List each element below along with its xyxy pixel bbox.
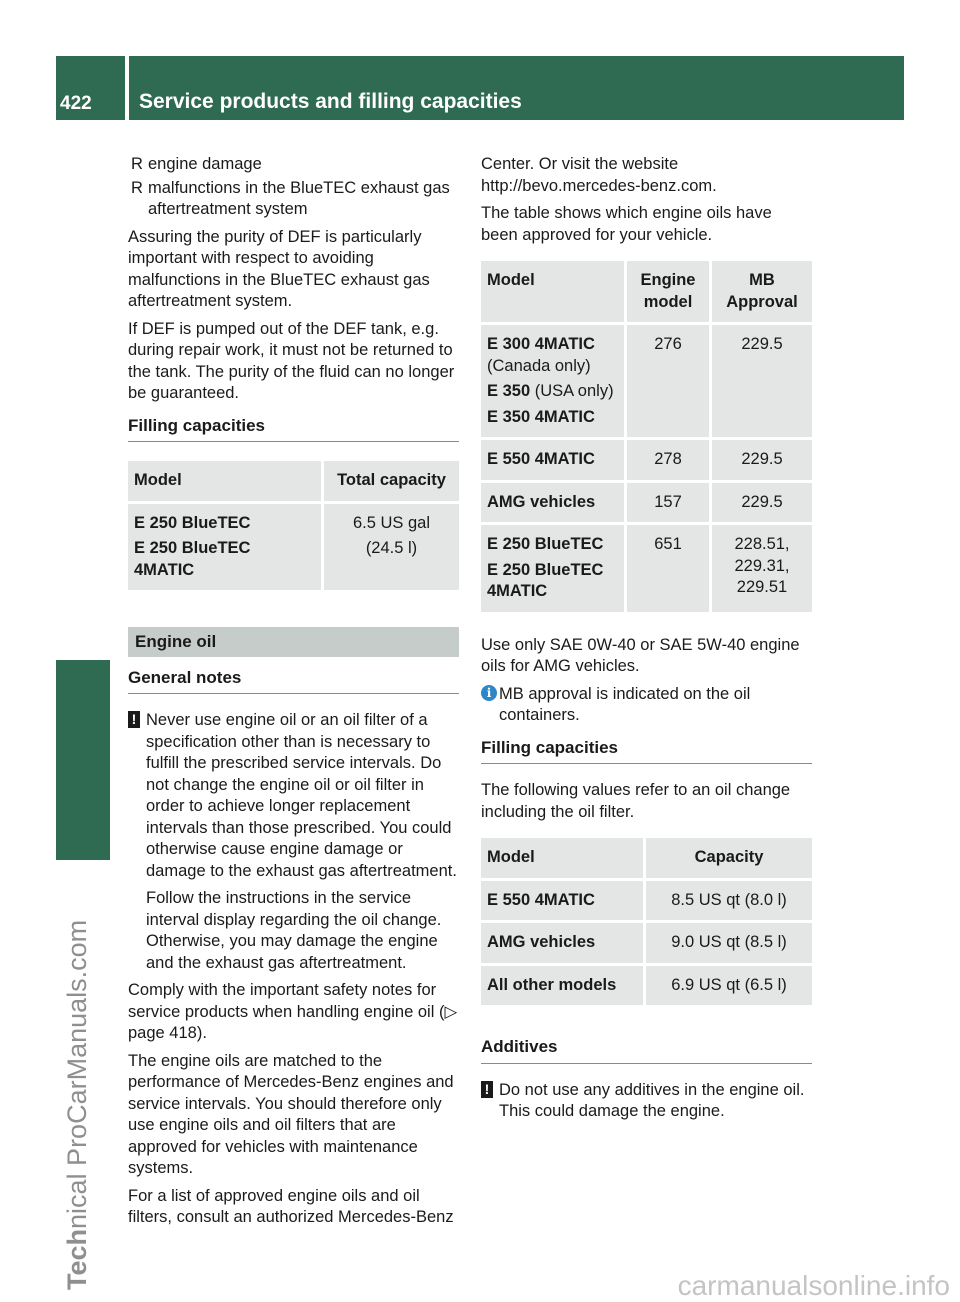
page-ref-icon: ▷ (444, 1002, 458, 1021)
table-header: MB Approval (712, 261, 812, 322)
table-row (481, 881, 812, 921)
table-cell: E 550 4MATIC (481, 440, 624, 480)
total-capacity-table (125, 458, 462, 593)
paragraph: For a list of approved engine oils and oil filters, consult an authorized Mercedes-Benz (128, 1186, 454, 1226)
table-cell: 8.5 US qt (8.0 l) (646, 881, 812, 921)
table-row (128, 504, 459, 591)
paragraph: If DEF is pumped out of the DEF tank, e.g. during repair work, it must not be returned to the tank. The purity of the fluid can no longer be guaranteed. (128, 319, 455, 402)
table-cell: E 250 BlueTEC E 250 BlueTEC 4MATIC (128, 504, 321, 591)
page-reference: page 418 (128, 1024, 197, 1042)
filling-capacities-heading: Filling capacities (481, 737, 812, 765)
table-header: Total capacity (324, 461, 459, 501)
paragraph: The engine oils are matched to the performance of Mercedes-Benz engines and service intervals. You should therefore only use engine oils and oil filters that are approved for vehicles with maintenance systems. (128, 1051, 454, 1177)
table-row (481, 923, 812, 963)
table-cell: All other models (481, 966, 643, 1006)
right-column (481, 154, 812, 1129)
engine-oil-section-bar: Engine oil (128, 627, 459, 657)
table-row (481, 440, 812, 480)
warning-note: ! Do not use any additives in the engine oil. This could damage the engine. (481, 1080, 812, 1123)
table-cell: AMG vehicles (481, 483, 624, 523)
warning-note: ! Never use engine oil or an oil filter of a specification other than is necessary to fulfill the prescribed service intervals. Do not change the engine oil or oil filter in order to achieve longer replacement intervals than those prescribed. You could otherwise cause engine damage or damage to the exhaust gas aftertreatment. Follow the instructions in the service interval display regarding the oil change. Otherwise, you may damage the engine and the exhaust gas aftertreatment. (128, 710, 459, 974)
general-notes-heading: General notes (128, 667, 459, 695)
table-cell: E 550 4MATIC (481, 881, 643, 921)
table-row (481, 966, 812, 1006)
table-cell: 229.5 (712, 483, 812, 523)
list-item: R malfunctions in the BlueTEC exhaust gas aftertreatment system (131, 178, 450, 218)
table-header: Model (128, 461, 321, 501)
table-cell: 651 (627, 525, 709, 612)
table-cell: AMG vehicles (481, 923, 643, 963)
page-number: 422 (60, 93, 92, 114)
bottom-watermark: carmanualsonline.info (677, 1269, 950, 1301)
section-side-tab (56, 660, 110, 860)
oil-approval-table (478, 258, 815, 615)
table-header: Model (481, 838, 643, 878)
paragraph: The table shows which engine oils have been approved for your vehicle. (481, 204, 772, 244)
info-note: i MB approval is indicated on the oil containers. (481, 684, 812, 727)
table-cell: 276 (627, 325, 709, 437)
side-watermark: Technical ProCarManuals.com (62, 919, 92, 1290)
table-row (481, 325, 812, 437)
additives-heading: Additives (481, 1036, 812, 1064)
table-header: Model (481, 261, 624, 322)
paragraph: Center. Or visit the website http://bevo.mercedes-benz.com. (481, 155, 717, 195)
table-cell: 6.5 US gal (24.5 l) (324, 504, 459, 591)
table-cell: 9.0 US qt (8.5 l) (646, 923, 812, 963)
warning-icon: ! (481, 1081, 493, 1098)
table-header: Engine model (627, 261, 709, 322)
header-divider (125, 56, 129, 120)
paragraph: The following values refer to an oil change including the oil filter. (481, 781, 791, 821)
bullet-icon: R (131, 178, 143, 197)
table-cell: 229.5 (712, 440, 812, 480)
paragraph: Comply with the important safety notes for service products when handling engine oil (▷ page 418). (128, 981, 458, 1042)
table-cell: 6.9 US qt (6.5 l) (646, 966, 812, 1006)
bullet-icon: R (131, 155, 143, 173)
table-cell: 278 (627, 440, 709, 480)
paragraph: Assuring the purity of DEF is particularly important with respect to avoiding malfunctions in the BlueTEC exhaust gas aftertreatment system. (128, 227, 430, 310)
info-icon: i (481, 685, 497, 701)
table-cell: 228.51, 229.31, 229.51 (712, 525, 812, 612)
table-cell: E 300 4MATIC (Canada only) E 350 (USA only) E 350 4MATIC (481, 325, 624, 437)
table-row (481, 525, 812, 612)
table-cell: E 250 BlueTEC E 250 BlueTEC 4MATIC (481, 525, 624, 612)
oil-capacity-table (478, 835, 815, 1008)
list-item: R engine damage (128, 154, 459, 176)
table-cell: 229.5 (712, 325, 812, 437)
page-title: Service products and filling capacities (139, 90, 522, 113)
filling-capacities-heading: Filling capacities (128, 415, 459, 443)
left-column (128, 154, 459, 1235)
paragraph: Use only SAE 0W-40 or SAE 5W-40 engine oils for AMG vehicles. (481, 635, 800, 675)
table-header: Capacity (646, 838, 812, 878)
table-cell: 157 (627, 483, 709, 523)
warning-icon: ! (128, 711, 140, 728)
table-row (481, 483, 812, 523)
